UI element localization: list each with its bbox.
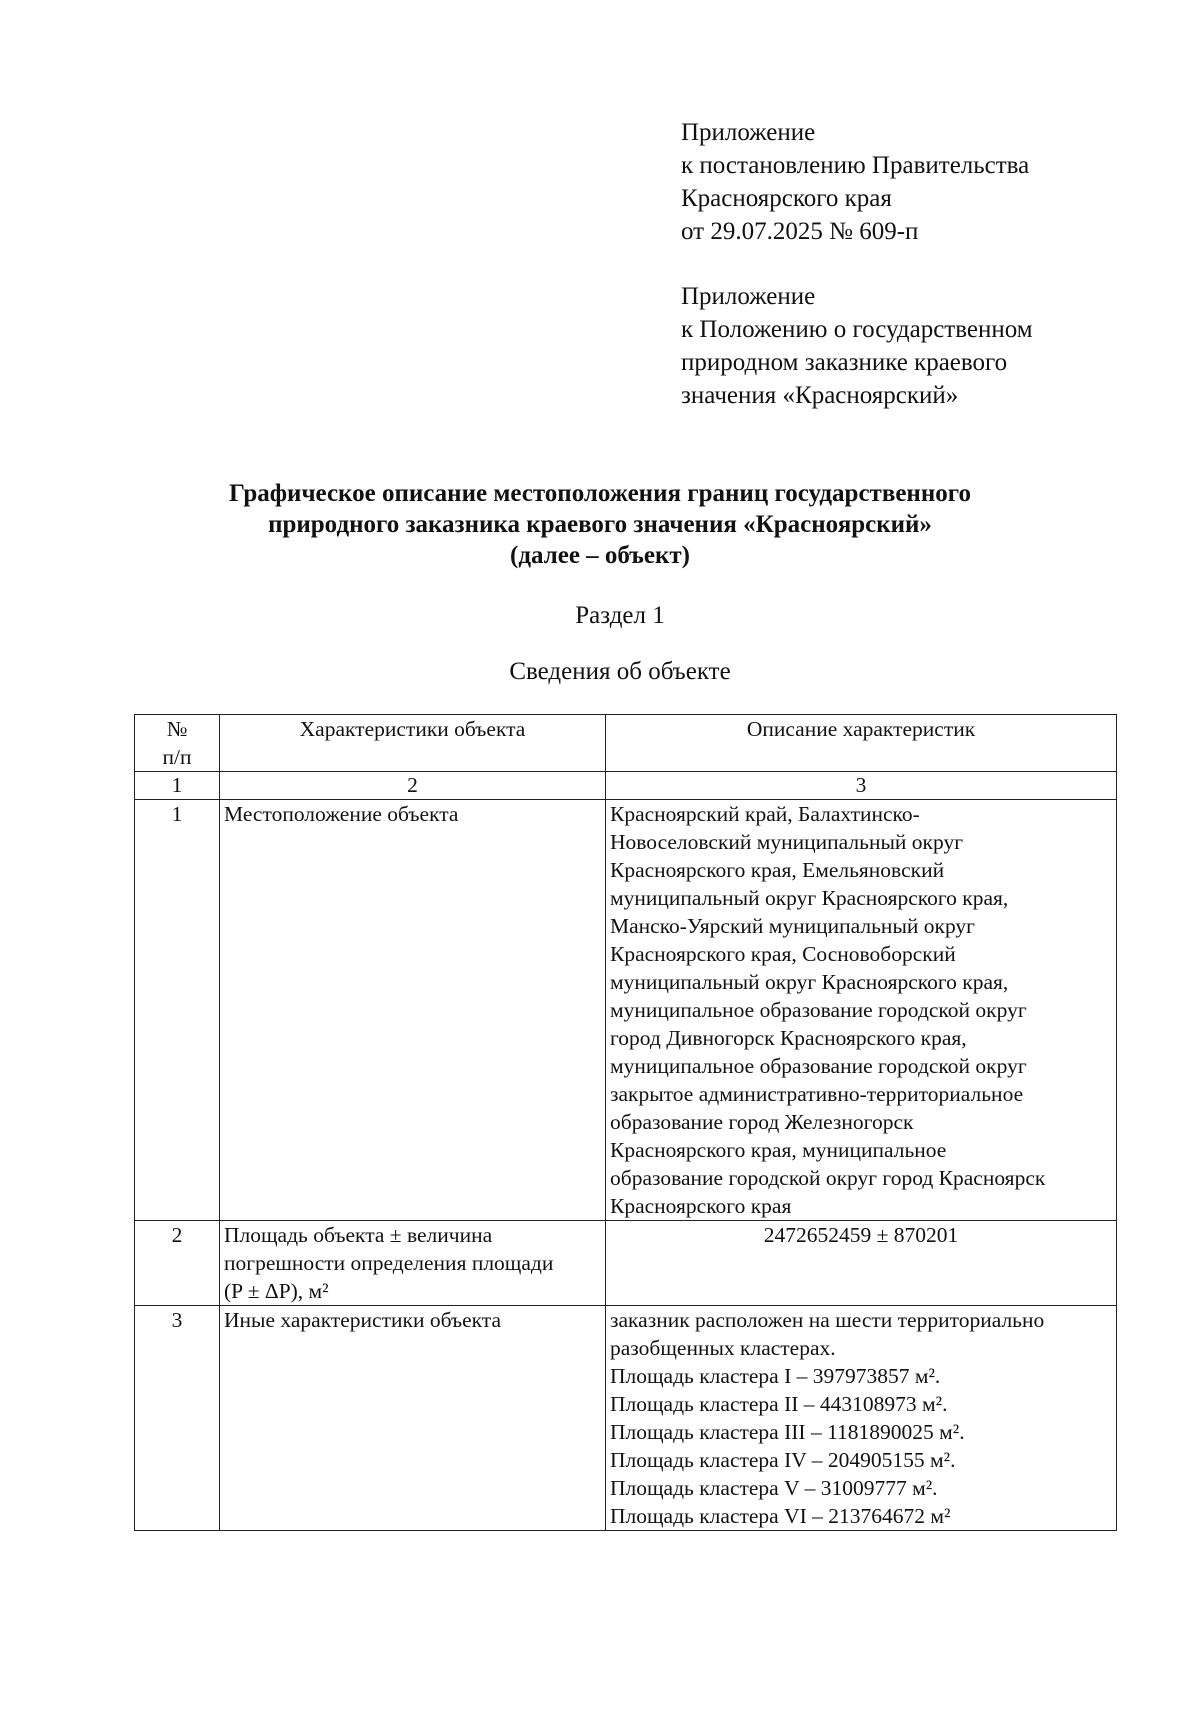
description-line: муниципальное образование городской округ bbox=[610, 998, 1027, 1022]
description-line: Новоселовский муниципальный округ bbox=[610, 830, 964, 854]
title-line: Графическое описание местоположения границ государственного bbox=[229, 480, 971, 507]
annex-line: Красноярского края bbox=[681, 185, 892, 212]
title-line: (далее – объект) bbox=[510, 542, 690, 569]
column-number: 2 bbox=[220, 772, 606, 800]
description-line: Красноярского края, муниципальное bbox=[610, 1138, 947, 1162]
header-num-line: п/п bbox=[162, 745, 192, 769]
column-number: 3 bbox=[606, 772, 1117, 800]
description-line: Красноярский край, Балахтинско- bbox=[610, 802, 920, 826]
table-header-row bbox=[135, 715, 1117, 772]
description-line: Красноярского края bbox=[610, 1194, 792, 1218]
characteristic-line: погрешности определения площади bbox=[224, 1251, 554, 1275]
description-line: муниципальный округ Красноярского края, bbox=[610, 886, 1009, 910]
description-line: Площадь кластера II – 443108973 м². bbox=[610, 1392, 948, 1416]
object-info-table bbox=[134, 714, 1117, 1531]
description-line: Красноярского края, Сосновоборский bbox=[610, 942, 956, 966]
characteristic-line: Иные характеристики объекта bbox=[224, 1308, 502, 1332]
row-number: 3 bbox=[135, 1306, 220, 1531]
row-description bbox=[606, 1306, 1117, 1531]
description-line: Площадь кластера IV – 204905155 м². bbox=[610, 1448, 956, 1472]
annex-line: к постановлению Правительства bbox=[681, 152, 1030, 179]
row-characteristic bbox=[220, 800, 606, 1221]
table-row bbox=[135, 1306, 1117, 1531]
row-number: 2 bbox=[135, 1221, 220, 1306]
description-line: Площадь кластера VI – 213764672 м² bbox=[610, 1504, 951, 1528]
annex-line: от 29.07.2025 № 609-п bbox=[681, 218, 919, 245]
characteristic-line: Местоположение объекта bbox=[224, 802, 459, 826]
description-line: разобщенных кластерах. bbox=[610, 1336, 836, 1360]
header-characteristics: Характеристики объекта bbox=[220, 715, 606, 772]
section-title: Раздел 1 bbox=[575, 602, 665, 629]
row-number: 1 bbox=[135, 800, 220, 1221]
description-line: город Дивногорск Красноярского края, bbox=[610, 1026, 967, 1050]
annex-block-resolution bbox=[681, 116, 1029, 248]
row-characteristic bbox=[220, 1306, 606, 1531]
description-line: Манско-Уярский муниципальный округ bbox=[610, 914, 975, 938]
description-line: Площадь кластера III – 1181890025 м². bbox=[610, 1420, 965, 1444]
description-line: 2472652459 ± 870201 bbox=[763, 1223, 959, 1247]
title-line: природного заказника краевого значения «Красноярский» bbox=[268, 511, 932, 538]
annex-line: Приложение bbox=[681, 283, 816, 310]
description-line: закрытое административно-территориальное bbox=[610, 1082, 1024, 1106]
table-row bbox=[135, 800, 1117, 1221]
section-subtitle: Сведения об объекте bbox=[509, 658, 731, 685]
table-row bbox=[135, 1221, 1117, 1306]
annex-line: природном заказнике краевого bbox=[681, 349, 1008, 376]
characteristic-line: (P ± ΔP), м² bbox=[224, 1279, 329, 1303]
row-description bbox=[606, 800, 1117, 1221]
column-number: 1 bbox=[135, 772, 220, 800]
annex-line: к Положению о государственном bbox=[681, 316, 1033, 343]
annex-block-regulation bbox=[681, 280, 1033, 412]
description-line: муниципальный округ Красноярского края, bbox=[610, 970, 1009, 994]
description-line: Красноярского края, Емельяновский bbox=[610, 858, 945, 882]
header-description: Описание характеристик bbox=[606, 715, 1117, 772]
document-title bbox=[100, 478, 1100, 571]
description-line: заказник расположен на шести территориально bbox=[610, 1308, 1045, 1332]
header-num-line: № bbox=[166, 717, 188, 741]
header-num bbox=[135, 715, 220, 772]
row-description bbox=[606, 1221, 1117, 1306]
column-number-row bbox=[135, 772, 1117, 800]
row-characteristic bbox=[220, 1221, 606, 1306]
description-line: Площадь кластера I – 397973857 м². bbox=[610, 1364, 941, 1388]
description-line: Площадь кластера V – 31009777 м². bbox=[610, 1476, 938, 1500]
annex-line: Приложение bbox=[681, 119, 816, 146]
description-line: муниципальное образование городской округ bbox=[610, 1054, 1027, 1078]
description-line: образование городской округ город Красноярск bbox=[610, 1166, 1046, 1190]
description-line: образование город Железногорск bbox=[610, 1110, 914, 1134]
annex-line: значения «Красноярский» bbox=[681, 382, 959, 409]
characteristic-line: Площадь объекта ± величина bbox=[224, 1223, 493, 1247]
